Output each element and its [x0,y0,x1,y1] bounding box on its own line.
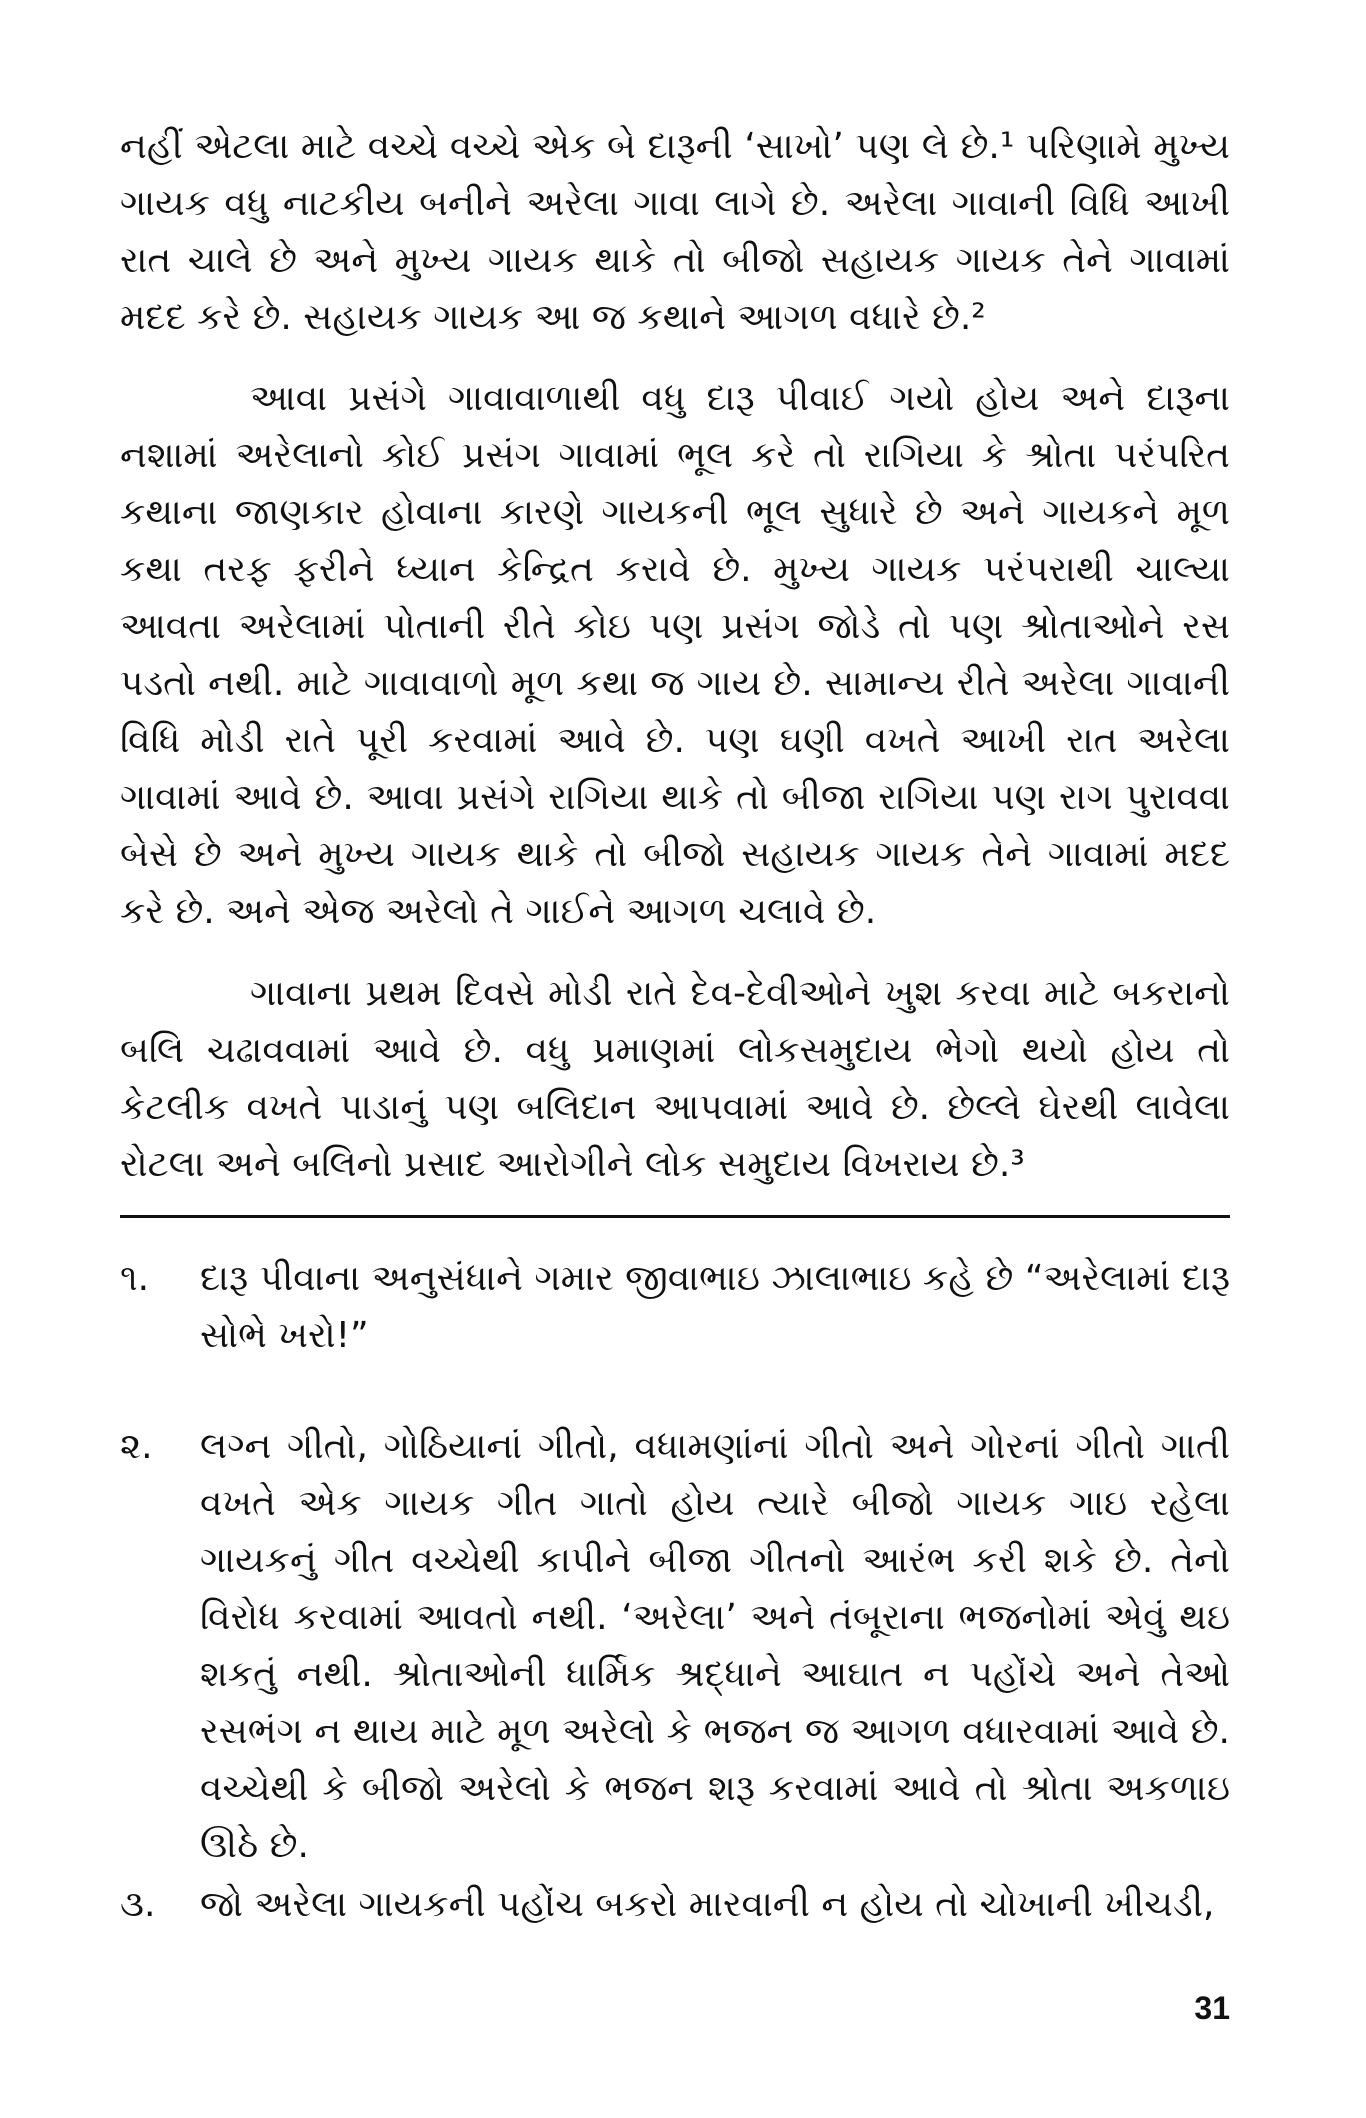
footnote-2 [120,1418,1230,1874]
footnote-3-text: જો અરેલા ગાયકની પહોંચ બકરો મારવાની ન હોય તો ચોખાની ખીચડી, [200,1884,1215,1925]
footnote-1 [120,1250,1230,1364]
footnote-divider [120,1215,1230,1218]
footnote-2-text: લગ્ન ગીતો, ગોઠિયાનાં ગીતો, વધામણાંનાં ગીતો અને ગોરનાં ગીતો ગાતી વખતે એક ગાયક ગીત ગાતો હોય ત્યારે બીજો ગાયક ગાઇ રહેલા ગાયકનું ગીત વચ્ચેથી કાપીને બીજા ગીતનો આરંભ કરી શકે છે. તેનો વિરોધ કરવામાં આવતો નથી. ‘અરેલા’ અને તંબૂરાના ભજનોમાં એવું થઇ શકતું નથી. શ્રોતાઓની ધાર્મિક શ્રદ્ધાને આઘાત ન પહોંચે અને તેઓ રસભંગ ન થાય માટે મૂળ અરેલો કે ભજન જ આગળ વધારવામાં આવે છે. વચ્ચેથી કે બીજો અરેલો કે ભજન શરૂ કરવામાં આવે તો શ્રોતા અકળાઇ ઊઠે છે. [200,1426,1230,1866]
body-paragraph-1: નહીં એટલા માટે વચ્ચે વચ્ચે એક બે દારૂની ‘સાખો’ પણ લે છે.¹ પરિણામે મુખ્ય ગાયક વધુ નાટકીય બનીને અરેલા ગાવા લાગે છે. અરેલા ગાવાની વિધિ આખી રાત ચાલે છે અને મુખ્ય ગાયક થાકે તો બીજો સહાયક ગાયક તેને ગાવામાં મદદ કરે છે. સહાયક ગાયક આ જ કથાને આગળ વધારે છે.² [120,126,1230,338]
footnote-3 [120,1876,1230,1933]
footnote-2-number: ૨. [120,1426,153,1467]
footnote-1-text: દારૂ પીવાના અનુસંધાને ગમાર જીવાભાઇ ઝાલાભાઇ કહે છે “અરેલામાં દારૂ સોભે ખરો!” [200,1258,1230,1356]
body-paragraph-2: આવા પ્રસંગે ગાવાવાળાથી વધુ દારૂ પીવાઈ ગયો હોય અને દારૂના નશામાં અરેલાનો કોઈ પ્રસંગ ગાવામાં ભૂલ કરે તો રાગિયા કે શ્રોતા પરંપરિત કથાના જાણકાર હોવાના કારણે ગાયકની ભૂલ સુધારે છે અને ગાયકને મૂળ કથા તરફ ફરીને ધ્યાન કેન્દ્રિત કરાવે છે. મુખ્ય ગાયક પરંપરાથી ચાલ્યા આવતા અરેલામાં પોતાની રીતે કોઇ પણ પ્રસંગ જોડે તો પણ શ્રોતાઓને રસ પડતો નથી. માટે ગાવાવાળો મૂળ કથા જ ગાય છે. સામાન્ય રીતે અરેલા ગાવાની વિધિ મોડી રાતે પૂરી કરવામાં આવે છે. પણ ઘણી વખતે આખી રાત અરેલા ગાવામાં આવે છે. આવા પ્રસંગે રાગિયા થાકે તો બીજા રાગિયા પણ રાગ પુરાવવા બેસે છે અને મુખ્ય ગાયક થાકે તો બીજો સહાયક ગાયક તેને ગાવામાં મદદ કરે છે. અને એજ અરેલો તે ગાઈને આગળ ચલાવે છે. [120,378,1230,932]
page-number: 31 [1194,1990,1230,2026]
body-paragraph-3: ગાવાના પ્રથમ દિવસે મોડી રાતે દેવ-દેવીઓને ખુશ કરવા માટે બકરાનો બલિ ચઢાવવામાં આવે છે. વધુ પ્રમાણમાં લોકસમુદાય ભેગો થયો હોય તો કેટલીક વખતે પાડાનું પણ બલિદાન આપવામાં આવે છે. છેલ્લે ઘેરથી લાવેલા રોટલા અને બલિનો પ્રસાદ આરોગીને લોક સમુદાય વિખરાય છે.³ [120,973,1230,1185]
footnote-3-number: ૩. [120,1884,156,1925]
footnote-1-number: ૧. [120,1258,150,1299]
